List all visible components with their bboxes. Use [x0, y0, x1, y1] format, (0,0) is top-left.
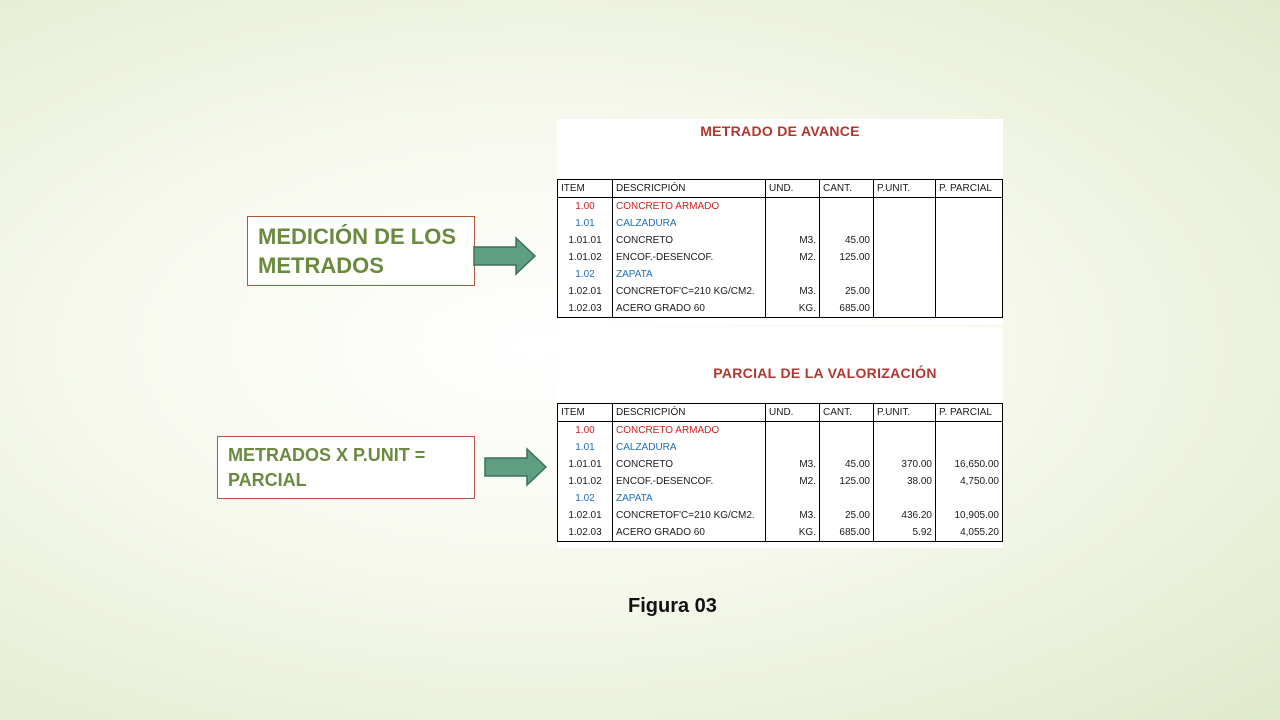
cell-cant — [820, 490, 874, 507]
column-header: UND. — [766, 180, 820, 198]
partial-formula-label-box — [217, 436, 475, 499]
cell-cant: 45.00 — [820, 456, 874, 473]
cell-cant: 125.00 — [820, 249, 874, 266]
cell-pu: 370.00 — [874, 456, 936, 473]
table-row — [558, 422, 1003, 440]
metrado-avance-table — [557, 179, 1003, 318]
cell-item: 1.02 — [558, 266, 613, 283]
table-row — [558, 232, 1003, 249]
cell-item: 1.01.02 — [558, 473, 613, 490]
column-header: CANT. — [820, 180, 874, 198]
table-header-row — [558, 404, 1003, 422]
column-header: ITEM — [558, 404, 613, 422]
cell-pp — [936, 439, 1003, 456]
cell-item: 1.00 — [558, 422, 613, 440]
cell-cant: 125.00 — [820, 473, 874, 490]
cell-pu — [874, 439, 936, 456]
table-row — [558, 249, 1003, 266]
cell-und — [766, 439, 820, 456]
table-row — [558, 473, 1003, 490]
table-row — [558, 456, 1003, 473]
cell-item: 1.01 — [558, 215, 613, 232]
table-row — [558, 198, 1003, 216]
cell-desc: ENCOF.-DESENCOF. — [613, 473, 766, 490]
cell-desc: CALZADURA — [613, 439, 766, 456]
cell-pp: 16,650.00 — [936, 456, 1003, 473]
cell-und: M3. — [766, 232, 820, 249]
cell-pp: 4,750.00 — [936, 473, 1003, 490]
cell-cant: 685.00 — [820, 524, 874, 542]
cell-item: 1.02.03 — [558, 524, 613, 542]
cell-cant — [820, 198, 874, 216]
metrado-avance-title: METRADO DE AVANCE — [700, 123, 860, 139]
cell-pp: 4,055.20 — [936, 524, 1003, 542]
table-row — [558, 524, 1003, 542]
cell-desc: CALZADURA — [613, 215, 766, 232]
cell-pu: 436.20 — [874, 507, 936, 524]
cell-cant: 25.00 — [820, 283, 874, 300]
valorizacion-title: PARCIAL DE LA VALORIZACIÓN — [713, 365, 937, 381]
cell-und: KG. — [766, 300, 820, 318]
cell-pp: 10,905.00 — [936, 507, 1003, 524]
cell-cant — [820, 266, 874, 283]
cell-item: 1.02.01 — [558, 507, 613, 524]
cell-desc: ZAPATA — [613, 266, 766, 283]
cell-pp — [936, 422, 1003, 440]
cell-pp — [936, 266, 1003, 283]
cell-item: 1.01 — [558, 439, 613, 456]
column-header: DESCRICPIÓN — [613, 180, 766, 198]
cell-pu — [874, 198, 936, 216]
table-row — [558, 439, 1003, 456]
table-row — [558, 215, 1003, 232]
cell-pu — [874, 266, 936, 283]
cell-cant: 685.00 — [820, 300, 874, 318]
column-header: P.UNIT. — [874, 180, 936, 198]
cell-pp — [936, 198, 1003, 216]
cell-item: 1.01.01 — [558, 232, 613, 249]
cell-pu — [874, 490, 936, 507]
cell-item: 1.00 — [558, 198, 613, 216]
cell-desc: CONCRETOF'C=210 KG/CM2. — [613, 283, 766, 300]
cell-pu — [874, 232, 936, 249]
cell-cant — [820, 439, 874, 456]
cell-pp — [936, 249, 1003, 266]
cell-und — [766, 198, 820, 216]
right-arrow-icon — [483, 447, 549, 487]
metrado-avance-sheet — [557, 119, 1003, 325]
column-header: ITEM — [558, 180, 613, 198]
cell-pu — [874, 283, 936, 300]
table-row — [558, 266, 1003, 283]
cell-item: 1.02 — [558, 490, 613, 507]
cell-item: 1.01.02 — [558, 249, 613, 266]
right-arrow-icon — [472, 236, 538, 276]
cell-pu: 38.00 — [874, 473, 936, 490]
table-header-row — [558, 180, 1003, 198]
cell-und: M3. — [766, 283, 820, 300]
cell-item: 1.01.01 — [558, 456, 613, 473]
cell-pu: 5.92 — [874, 524, 936, 542]
cell-pp — [936, 283, 1003, 300]
column-header: P. PARCIAL — [936, 404, 1003, 422]
cell-desc: ACERO GRADO 60 — [613, 300, 766, 318]
cell-item: 1.02.03 — [558, 300, 613, 318]
cell-pp — [936, 300, 1003, 318]
cell-und: M2. — [766, 473, 820, 490]
column-header: CANT. — [820, 404, 874, 422]
cell-item: 1.02.01 — [558, 283, 613, 300]
cell-cant — [820, 215, 874, 232]
cell-desc: CONCRETO — [613, 232, 766, 249]
cell-desc: CONCRETO — [613, 456, 766, 473]
cell-und — [766, 422, 820, 440]
measurement-label: MEDICIÓN DE LOS METRADOS — [258, 224, 457, 278]
cell-pu — [874, 249, 936, 266]
cell-und — [766, 490, 820, 507]
valorizacion-sheet — [557, 327, 1003, 548]
cell-desc: ZAPATA — [613, 490, 766, 507]
cell-cant — [820, 422, 874, 440]
cell-und — [766, 215, 820, 232]
cell-desc: CONCRETO ARMADO — [613, 198, 766, 216]
table-row — [558, 283, 1003, 300]
cell-desc: ACERO GRADO 60 — [613, 524, 766, 542]
cell-und — [766, 266, 820, 283]
cell-desc: ENCOF.-DESENCOF. — [613, 249, 766, 266]
cell-und: M3. — [766, 507, 820, 524]
table-row — [558, 300, 1003, 318]
cell-desc: CONCRETO ARMADO — [613, 422, 766, 440]
cell-pp — [936, 232, 1003, 249]
column-header: UND. — [766, 404, 820, 422]
column-header: DESCRICPIÓN — [613, 404, 766, 422]
table-row — [558, 507, 1003, 524]
cell-cant: 25.00 — [820, 507, 874, 524]
cell-desc: CONCRETOF'C=210 KG/CM2. — [613, 507, 766, 524]
cell-und: M2. — [766, 249, 820, 266]
measurement-label-box — [247, 216, 475, 286]
cell-pu — [874, 215, 936, 232]
partial-formula-label: METRADOS X P.UNIT = PARCIAL — [228, 445, 426, 490]
cell-pu — [874, 300, 936, 318]
cell-cant: 45.00 — [820, 232, 874, 249]
table-row — [558, 490, 1003, 507]
figure-caption: Figura 03 — [628, 595, 717, 617]
column-header: P. PARCIAL — [936, 180, 1003, 198]
cell-pu — [874, 422, 936, 440]
valorizacion-table — [557, 403, 1003, 542]
cell-und: M3. — [766, 456, 820, 473]
cell-pp — [936, 215, 1003, 232]
cell-pp — [936, 490, 1003, 507]
cell-und: KG. — [766, 524, 820, 542]
column-header: P.UNIT. — [874, 404, 936, 422]
